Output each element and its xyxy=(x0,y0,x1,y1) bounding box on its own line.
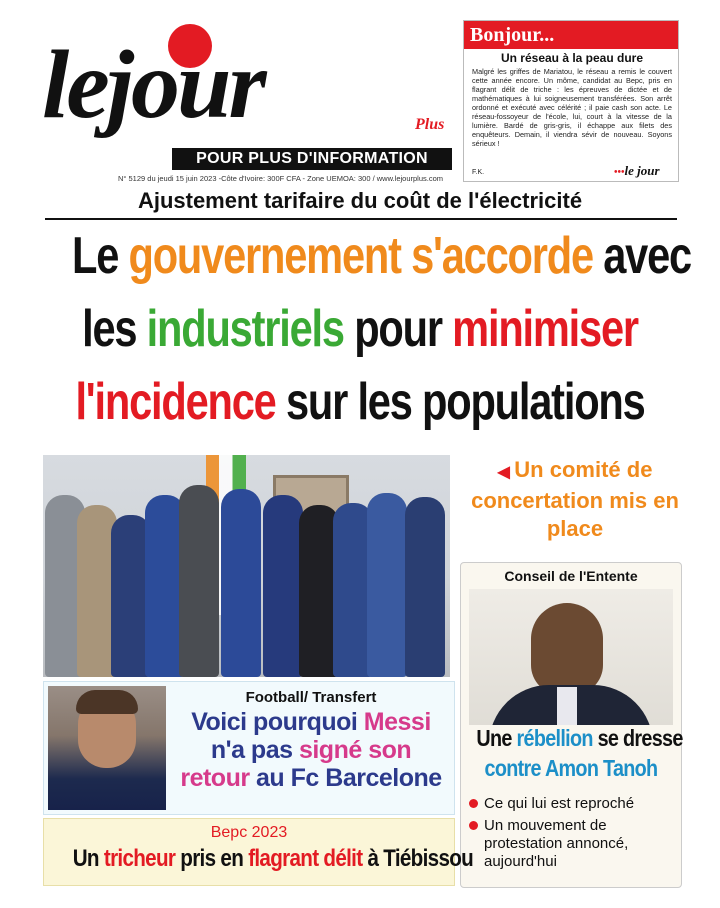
messi-kicker: Football/ Transfert xyxy=(245,689,377,706)
conseil-bullets xyxy=(469,795,677,875)
bepc-headline: Un tricheur pris en flagrant délit à Tiébissou xyxy=(72,845,474,872)
person-figure xyxy=(221,489,261,677)
portrait-hair xyxy=(76,690,138,714)
bonjour-body: Malgré les griffes de Mariatou, le réseau a remis le couvert cette année encore. Un môme, candidat au Bepc, pris en flagrant délit de triche : les épreuves de dictée et de mathématiques à lui soigneusement transférées. Son arrêt ordonné et exécuté avec célérité ; il paie cash son acte. Le réseau-fossoyeur de l'école, lui, court à la vitesse de la lumière. Bardé de gris-gris, il échappe aux filets des enquêteurs. Demain, il viendra sévir de nouveau. Soyons sérieux ! xyxy=(472,67,672,148)
bonjour-signature: F.K. xyxy=(472,169,485,176)
person-figure xyxy=(405,497,445,677)
masthead-tagline: POUR PLUS D'INFORMATION xyxy=(172,148,452,170)
triangle-bullet-icon: ◀ xyxy=(497,464,515,481)
person-figure xyxy=(179,485,219,677)
bepc-story-box[interactable] xyxy=(43,818,474,886)
person-figure xyxy=(263,495,303,677)
bonjour-title: Bonjour... xyxy=(470,24,555,46)
portrait-head xyxy=(531,603,603,695)
comite-subhead: ◀ Un comité de concertation mis en place xyxy=(471,457,679,541)
bullet-dot-icon xyxy=(469,799,478,808)
newspaper-logo: lejour xyxy=(42,31,264,139)
kicker-rule xyxy=(45,218,677,220)
portrait-shirt xyxy=(557,687,577,725)
messi-headline: Voici pourquoi Messi n'a pas signé son retour au Fc Barcelone xyxy=(180,708,442,792)
edition-info: N° 5129 du jeudi 15 juin 2023 -Côte d'Ivoire: 300F CFA - Zone UEMOA: 300 / www.lejourplus.com xyxy=(118,174,444,183)
conseil-story-box[interactable] xyxy=(460,562,682,888)
bonjour-subtitle: Un réseau à la peau dure xyxy=(500,51,644,65)
group-photo[interactable] xyxy=(43,455,450,677)
bullet-dot-icon xyxy=(469,821,478,830)
bonjour-logo: •••le jour xyxy=(614,163,660,178)
bonjour-editorial-box xyxy=(463,20,679,182)
bullet-item: Ce qui lui est reproché xyxy=(469,795,677,813)
headline-line-1[interactable]: Le gouvernement s'accorde avec xyxy=(72,227,691,285)
logo-plus: Plus xyxy=(415,116,445,133)
person-figure xyxy=(367,493,407,677)
messi-photo xyxy=(48,686,166,810)
conseil-kicker: Conseil de l'Entente xyxy=(504,568,638,584)
bepc-kicker: Bepc 2023 xyxy=(210,824,288,841)
amon-tanoh-photo xyxy=(469,589,673,725)
bullet-item: Un mouvement de protestation annoncé, aujourd'hui xyxy=(469,817,677,871)
headline-line-2[interactable]: les industriels pour minimiser xyxy=(82,300,638,358)
main-kicker: Ajustement tarifaire du coût de l'électricité xyxy=(137,188,583,213)
headline-line-3[interactable]: l'incidence sur les populations xyxy=(75,373,645,431)
conseil-headline[interactable]: Une rébellion se dresse contre Amon Tanoh xyxy=(476,725,683,781)
messi-story-box[interactable] xyxy=(43,681,455,815)
